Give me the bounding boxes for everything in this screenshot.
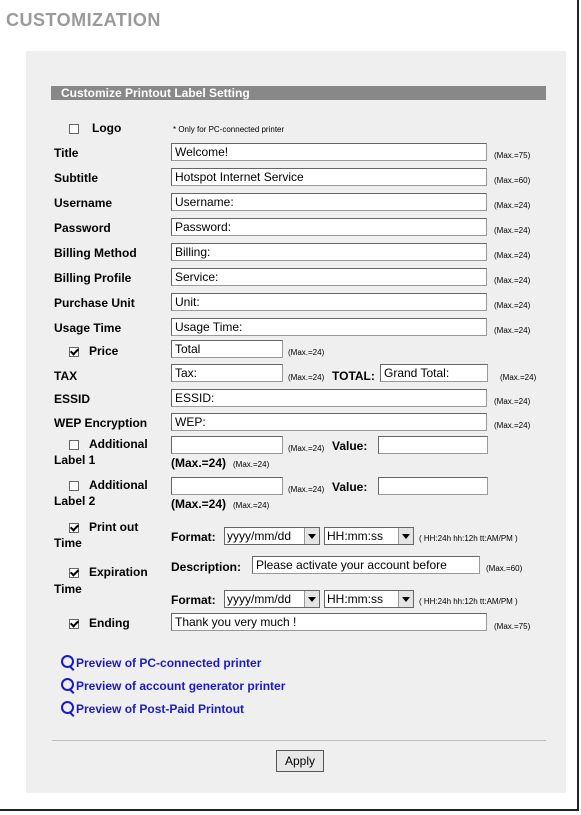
billing-profile-max: (Max.=24): [494, 276, 531, 285]
additional1-checkbox[interactable]: [69, 440, 79, 450]
total-max: (Max.=24): [500, 373, 537, 382]
tax-label: TAX: [54, 369, 78, 383]
expiration-date-format-select[interactable]: [224, 590, 320, 608]
expiration-description-label: Description:: [171, 560, 242, 574]
wep-input[interactable]: WEP:: [171, 413, 487, 431]
username-input[interactable]: Username:: [171, 193, 487, 211]
title-label: Title: [54, 146, 79, 160]
preview-post-paid-label: Preview of Post-Paid Printout: [76, 702, 245, 716]
preview-pc-printer-link[interactable]: [61, 655, 261, 670]
additional2-max-small: (Max.=24): [233, 501, 270, 510]
password-label: Password: [54, 221, 111, 235]
chevron-down-icon: [304, 591, 319, 607]
page-title: CUSTOMIZATION: [6, 10, 161, 30]
chevron-down-icon: [304, 528, 319, 544]
purchase-unit-max: (Max.=24): [494, 301, 531, 310]
additional2-value-input[interactable]: [378, 477, 488, 495]
usage-time-label: Usage Time: [54, 321, 122, 335]
printout-date-format-value: yyyy/mm/dd: [227, 529, 292, 543]
additional1-max-small: (Max.=24): [233, 460, 270, 469]
ending-input[interactable]: Thank you very much !: [171, 613, 487, 631]
purchase-unit-input[interactable]: Unit:: [171, 293, 487, 311]
expiration-time-label-line2: Time: [54, 582, 82, 596]
ending-max: (Max.=75): [494, 622, 531, 631]
expiration-format-label: Format:: [171, 593, 216, 607]
logo-label: Logo: [92, 121, 122, 135]
printout-date-format-select[interactable]: [224, 527, 320, 545]
additional1-max: (Max.=24): [288, 444, 325, 453]
ending-checkbox[interactable]: [69, 619, 79, 629]
purchase-unit-label: Purchase Unit: [54, 296, 135, 310]
billing-method-input[interactable]: Billing:: [171, 243, 487, 261]
printout-format-hint: ( HH:24h hh:12h tt:AM/PM ): [419, 534, 518, 543]
total-input[interactable]: Grand Total:: [380, 364, 488, 382]
apply-button[interactable]: Apply: [276, 750, 324, 772]
price-max: (Max.=24): [288, 348, 325, 357]
title-max: (Max.=75): [494, 151, 531, 160]
additional2-checkbox[interactable]: [69, 481, 79, 491]
logo-checkbox[interactable]: [69, 124, 79, 134]
additional1-label-line2: Label 1: [54, 453, 96, 467]
expiration-time-format-value: HH:mm:ss: [327, 592, 383, 606]
additional2-label-line1: Additional: [89, 478, 148, 492]
section-title: Customize Printout Label Setting: [61, 86, 250, 100]
logo-note: * Only for PC-connected printer: [173, 125, 285, 134]
subtitle-max: (Max.=60): [494, 176, 531, 185]
title-input[interactable]: Welcome!: [171, 143, 487, 161]
wep-max: (Max.=24): [494, 421, 531, 430]
ending-label: Ending: [89, 616, 130, 630]
settings-panel: [26, 51, 566, 793]
expiration-description-max: (Max.=60): [486, 564, 523, 573]
preview-pc-printer-label: Preview of PC-connected printer: [76, 656, 262, 670]
essid-label: ESSID: [54, 392, 91, 406]
magnifier-icon: [61, 655, 74, 668]
tax-input[interactable]: Tax:: [171, 364, 283, 382]
expiration-date-format-value: yyyy/mm/dd: [227, 592, 292, 606]
additional1-max-bold: (Max.=24): [171, 456, 227, 470]
additional2-label-line2: Label 2: [54, 494, 96, 508]
printout-time-label-line2: Time: [54, 536, 82, 550]
usage-time-max: (Max.=24): [494, 326, 531, 335]
additional2-max: (Max.=24): [288, 485, 325, 494]
printout-time-format-value: HH:mm:ss: [327, 529, 383, 543]
subtitle-input[interactable]: Hotspot Internet Service: [171, 168, 487, 186]
preview-account-generator-label: Preview of account generator printer: [76, 679, 286, 693]
tax-max: (Max.=24): [288, 373, 325, 382]
password-input[interactable]: Password:: [171, 218, 487, 236]
price-label: Price: [89, 344, 119, 358]
additional1-value-input[interactable]: [378, 436, 488, 454]
printout-time-format-select[interactable]: [324, 527, 414, 545]
additional1-label-line1: Additional: [89, 437, 148, 451]
expiration-format-hint: ( HH:24h hh:12h tt:AM/PM ): [419, 597, 518, 606]
expiration-time-format-select[interactable]: [324, 590, 414, 608]
total-label: TOTAL:: [332, 369, 375, 383]
printout-time-checkbox[interactable]: [69, 523, 79, 533]
usage-time-input[interactable]: Usage Time:: [171, 318, 487, 336]
magnifier-icon: [61, 701, 74, 714]
expiration-time-label-line1: Expiration: [89, 565, 148, 579]
additional1-value-label: Value:: [332, 439, 368, 453]
magnifier-icon: [61, 678, 74, 691]
username-max: (Max.=24): [494, 201, 531, 210]
additional2-input[interactable]: [171, 477, 283, 495]
chevron-down-icon: [398, 528, 413, 544]
subtitle-label: Subtitle: [54, 171, 98, 185]
billing-method-label: Billing Method: [54, 246, 137, 260]
preview-account-generator-link[interactable]: [61, 678, 285, 693]
billing-profile-label: Billing Profile: [54, 271, 132, 285]
essid-input[interactable]: ESSID:: [171, 389, 487, 407]
preview-post-paid-link[interactable]: [61, 701, 244, 716]
additional1-input[interactable]: [171, 436, 283, 454]
printout-time-label-line1: Print out: [89, 520, 139, 534]
chevron-down-icon: [398, 591, 413, 607]
expiration-description-input[interactable]: Please activate your account before: [252, 556, 480, 574]
expiration-time-checkbox[interactable]: [69, 568, 79, 578]
additional2-value-label: Value:: [332, 480, 368, 494]
billing-method-max: (Max.=24): [494, 251, 531, 260]
divider: [52, 740, 546, 741]
additional2-max-bold: (Max.=24): [171, 497, 227, 511]
billing-profile-input[interactable]: Service:: [171, 268, 487, 286]
wep-label: WEP Encryption: [54, 416, 148, 430]
price-checkbox[interactable]: [69, 347, 79, 357]
username-label: Username: [54, 196, 113, 210]
section-header: [51, 86, 546, 100]
price-input[interactable]: Total: [171, 340, 283, 358]
printout-format-label: Format:: [171, 530, 216, 544]
password-max: (Max.=24): [494, 226, 531, 235]
essid-max: (Max.=24): [494, 397, 531, 406]
